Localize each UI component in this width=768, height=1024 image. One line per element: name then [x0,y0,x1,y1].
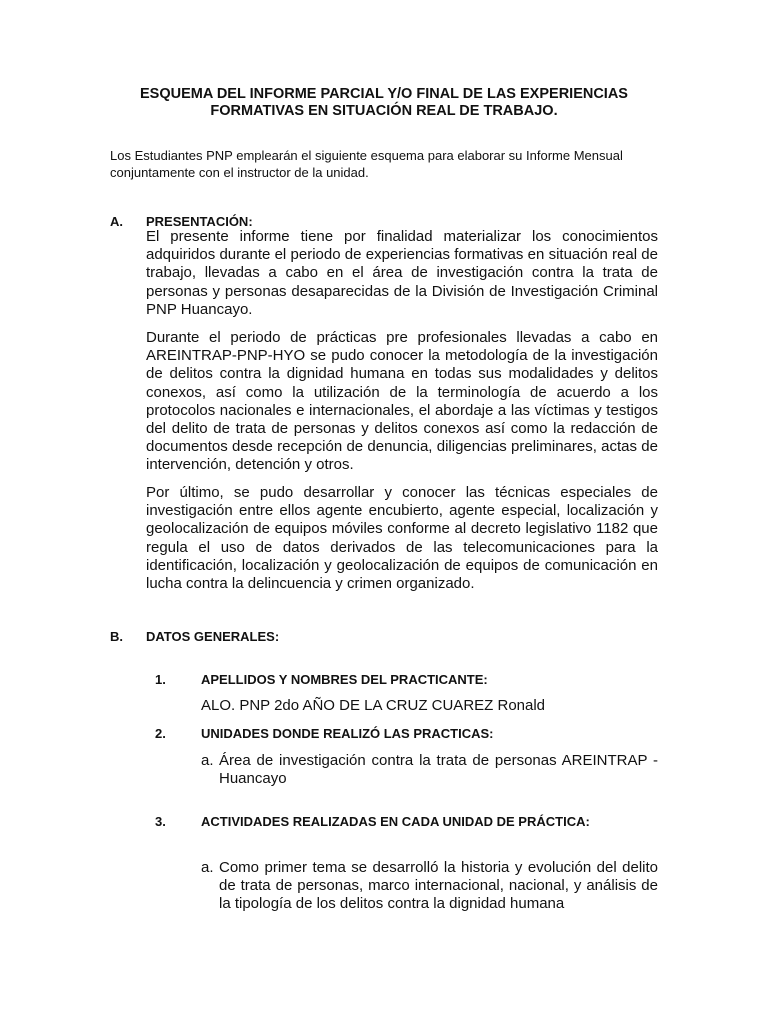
presentation-paragraph-2: Durante el periodo de prácticas pre profesionales llevadas a cabo en AREINTRAP-PNP-HYO se pudo conocer la metodología de la investigación de delitos contra la dignidad humana en todas sus modalidades y delitos conexos, así como la utilización de la terminología de acuerdo a los protocolos nacionales e internacionales, el abordaje a las víctimas y testigos del delito de trata de personas y delitos conexos así como la redacción de documentos desde recepción de denuncia, diligencias preliminares, actas de intervención, detención y otros. [146,329,658,474]
section-b-letter: B. [110,629,123,644]
title-line-1: ESQUEMA DEL INFORME PARCIAL Y/O FINAL DE LAS EXPERIENCIAS [140,86,628,102]
item-3-number: 3. [155,814,166,829]
item-2-sub-item [201,752,658,788]
item-2-sub-text: Área de investigación contra la trata de personas AREINTRAP -Huancayo [219,752,658,788]
presentation-paragraph-3: Por último, se pudo desarrollar y conocer las técnicas especiales de investigación entre ellos agente encubierto, agente especial, localización y geolocalización de equipos móviles conforme al decreto legislativo 1182 que regula el uso de datos derivados de las telecomunicaciones para la identificación, localización y geolocalización de equipos de comunicación en lucha contra la delincuencia y crimen organizado. [146,484,658,593]
item-2-sub-letter: a. [201,752,214,769]
item-2-label: UNIDADES DONDE REALIZÓ LAS PRACTICAS: [201,726,494,741]
presentation-paragraph-1: El presente informe tiene por finalidad materializar los conocimientos adquiridos durante el periodo de experiencias formativas en situación real de trabajo, llevadas a cabo en el área de investigación contra la trata de personas y personas desaparecidas de la División de Investigación Criminal PNP Huancayo. [146,228,658,318]
item-3-sub-item [201,859,658,914]
item-1-label: APELLIDOS Y NOMBRES DEL PRACTICANTE: [201,672,488,687]
intro-paragraph: Los Estudiantes PNP emplearán el siguiente esquema para elaborar su Informe Mensual conjuntamente con el instructor de la unidad. [110,148,623,180]
title-line-2: FORMATIVAS EN SITUACIÓN REAL DE TRABAJO. [210,103,558,119]
section-a-letter: A. [110,214,123,229]
document-title [100,86,668,120]
practicante-name: ALO. PNP 2do AÑO DE LA CRUZ CUAREZ Ronald [201,697,546,714]
item-2-number: 2. [155,726,166,741]
section-a-heading: PRESENTACIÓN: [146,214,253,229]
item-3-sub-letter: a. [201,859,214,876]
item-3-sub-text: Como primer tema se desarrolló la historia y evolución del delito de trata de personas, marco internacional, nacional, y análisis de la tipología de los delitos contra la dignidad humana [219,859,658,913]
item-1-number: 1. [155,672,166,687]
section-b-heading: DATOS GENERALES: [146,629,280,644]
item-3-label: ACTIVIDADES REALIZADAS EN CADA UNIDAD DE PRÁCTICA: [201,814,590,829]
